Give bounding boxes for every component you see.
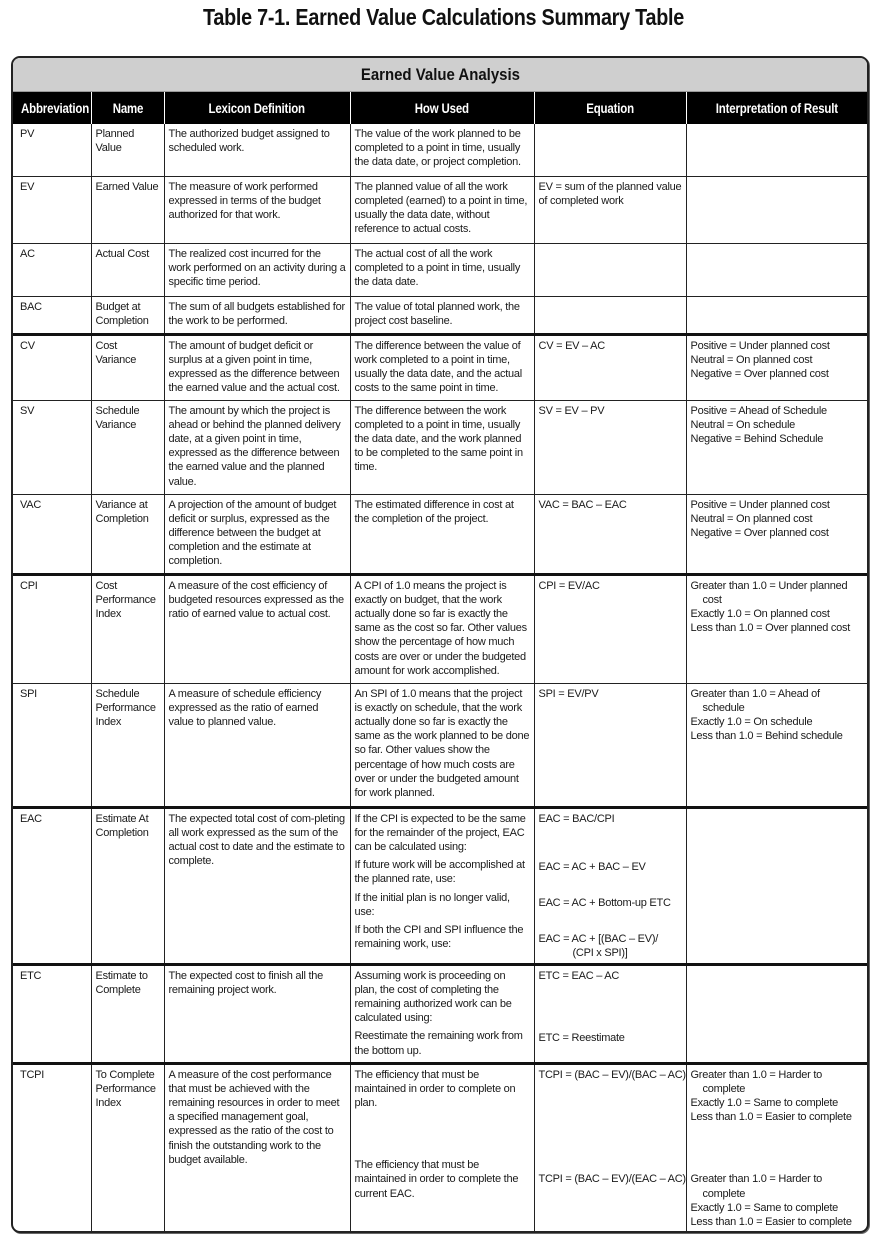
cell-interpretation (686, 176, 867, 243)
interpretation-line: Negative = Over planned cost (690, 367, 829, 380)
table-row-cpi (13, 574, 867, 683)
cell-definition: A measure of the cost efficiency of budgeted resources expressed as the ratio of earned value to actual cost. (164, 574, 350, 683)
interpretation-line: Greater than 1.0 = Harder to complete (690, 1173, 822, 1200)
table-row-vac (13, 494, 867, 574)
document-title: Table 7-1. Earned Value Calculations Summary Table (202, 4, 685, 30)
cell-interpretation (686, 296, 867, 334)
column-header-equation: Equation (534, 92, 686, 124)
interpretation-line: Less than 1.0 = Easier to complete (690, 1111, 852, 1124)
column-header-how-used: How Used (350, 92, 534, 124)
cell-definition: The expected total cost of com-pleting all work expressed as the sum of the actual cost to date and the estimate to complete. (164, 807, 350, 964)
how-used-case: If future work will be accomplished at the planned rate, use: (354, 859, 525, 886)
cell-how-used: The actual cost of all the work completed to a point in time, usually the data date. (350, 243, 534, 296)
cell-equation (534, 296, 686, 334)
cell-equation: CV = EV – AC (534, 334, 686, 400)
how-used-case: The efficiency that must be maintained in order to complete the current EAC. (354, 1159, 519, 1200)
cell-interpretation (686, 574, 867, 683)
interpretation-line: Greater than 1.0 = Ahead of schedule (690, 687, 820, 714)
column-header-lexicon-definition: Lexicon Definition (164, 92, 350, 124)
earned-value-table-frame (11, 56, 869, 1233)
cell-equation (534, 1063, 686, 1233)
cell-interpretation (686, 400, 867, 494)
interpretation-line: Less than 1.0 = Easier to complete (690, 1215, 852, 1228)
cell-how-used: The difference between the work completed to a point in time, usually the data date, and the work planned to be completed to the same point in time. (350, 400, 534, 494)
equation-line: TCPI = (BAC – EV)/(BAC – AC) (538, 1068, 686, 1081)
cell-abbreviation: EV (13, 176, 91, 243)
cell-abbreviation: CPI (13, 574, 91, 683)
table-row-eac (13, 807, 867, 964)
cell-name: Cost Performance Index (91, 574, 164, 683)
cell-abbreviation: ETC (13, 964, 91, 1063)
table-row-ac (13, 243, 867, 296)
interpretation-line: Positive = Under planned cost (690, 339, 830, 352)
equation-line: ETC = Reestimate (538, 1031, 625, 1044)
cell-equation (534, 807, 686, 964)
interpretation-line: Negative = Behind Schedule (690, 432, 824, 445)
equation-line: EAC = AC + BAC – EV (538, 860, 646, 873)
cell-how-used (350, 807, 534, 964)
table-row-tcpi (13, 1063, 867, 1233)
cell-name: Planned Value (91, 124, 164, 176)
cell-name: Estimate to Complete (91, 964, 164, 1063)
interpretation-line: Less than 1.0 = Over planned cost (690, 622, 851, 635)
how-used-case: The efficiency that must be maintained in order to complete on plan. (354, 1068, 516, 1109)
cell-equation (534, 243, 686, 296)
how-used-case: Reestimate the remaining work from the bottom up. (354, 1030, 523, 1057)
cell-abbreviation: AC (13, 243, 91, 296)
cell-equation (534, 964, 686, 1063)
cell-how-used (350, 964, 534, 1063)
cell-equation: SV = EV – PV (534, 400, 686, 494)
table-row-ev (13, 176, 867, 243)
table-band-header (13, 58, 867, 92)
cell-interpretation (686, 683, 867, 807)
cell-how-used: The estimated difference in cost at the completion of the project. (350, 494, 534, 574)
interpretation-line: Neutral = On planned cost (690, 512, 813, 525)
equation-line: EAC = BAC/CPI (538, 812, 615, 825)
interpretation-line: Greater than 1.0 = Under planned cost (690, 579, 848, 606)
cell-equation: EV = sum of the planned value of completed work (534, 176, 686, 243)
equation-line: EAC = AC + [(BAC – EV)/ (538, 933, 659, 946)
cell-name: Variance at Completion (91, 494, 164, 574)
interpretation-line: Less than 1.0 = Behind schedule (690, 730, 843, 743)
cell-how-used: A CPI of 1.0 means the project is exactly on budget, that the work actually done so far is exactly the same as the cost so far. Other values show the percentage of how much costs are over or under the budgeted amount for work accomplished. (350, 574, 534, 683)
cell-name: Estimate At Completion (91, 807, 164, 964)
table-row-spi (13, 683, 867, 807)
interpretation-line: Exactly 1.0 = On schedule (690, 715, 813, 728)
cell-definition: The expected cost to finish all the remaining project work. (164, 964, 350, 1063)
cell-abbreviation: BAC (13, 296, 91, 334)
table-row-bac (13, 296, 867, 334)
cell-name: Schedule Variance (91, 400, 164, 494)
table-row-etc (13, 964, 867, 1063)
cell-abbreviation: PV (20, 128, 35, 140)
cell-equation: SPI = EV/PV (534, 683, 686, 807)
equation-line: EAC = AC + Bottom-up ETC (538, 896, 671, 909)
cell-equation (534, 124, 686, 176)
cell-interpretation (686, 124, 867, 176)
cell-definition: The amount by which the project is ahead or behind the planned delivery date, at a given point in time, expressed as the difference between the earned value and the planned value. (164, 400, 350, 494)
cell-name: Earned Value (91, 176, 164, 243)
cell-name: Actual Cost (91, 243, 164, 296)
cell-name: Cost Variance (91, 334, 164, 400)
cell-name: Budget at Completion (91, 296, 164, 334)
interpretation-line: Exactly 1.0 = Same to complete (690, 1096, 838, 1109)
band-title: Earned Value Analysis (360, 64, 520, 84)
interpretation-line: Exactly 1.0 = Same to complete (690, 1201, 838, 1214)
cell-interpretation (686, 334, 867, 400)
cell-definition: The realized cost incurred for the work performed on an activity during a specific time period. (164, 243, 350, 296)
cell-definition: The sum of all budgets established for the work to be performed. (164, 296, 350, 334)
table-row-cv (13, 334, 867, 400)
cell-how-used (350, 1063, 534, 1233)
interpretation-line: Negative = Over planned cost (690, 526, 829, 539)
column-header-abbreviation: Abbreviation (13, 92, 91, 124)
cell-interpretation (686, 807, 867, 964)
cell-equation: VAC = BAC – EAC (534, 494, 686, 574)
interpretation-line: Positive = Under planned cost (690, 498, 830, 511)
cell-definition: A measure of schedule efficiency expressed as the ratio of earned value to planned value. (164, 683, 350, 807)
cell-abbreviation: VAC (13, 494, 91, 574)
cell-how-used: An SPI of 1.0 means that the project is exactly on schedule, that the work actually done so far is exactly the same as the work planned to be done so far. Other values show the percentage of how much costs are over or under the budgeted amount for work planned. (350, 683, 534, 807)
table-row-pv (13, 124, 867, 176)
earned-value-table (13, 92, 867, 1233)
cell-abbreviation: TCPI (13, 1063, 91, 1233)
interpretation-line: Positive = Ahead of Schedule (690, 404, 827, 417)
column-header-row (13, 92, 867, 124)
cell-equation: CPI = EV/AC (534, 574, 686, 683)
cell-interpretation (686, 494, 867, 574)
column-header-interpretation: Interpretation of Result (686, 92, 867, 124)
cell-definition: A projection of the amount of budget deficit or surplus, expressed as the difference between the budget at completion and the estimate at completion. (164, 494, 350, 574)
cell-interpretation (686, 1063, 867, 1233)
cell-how-used: The value of total planned work, the project cost baseline. (350, 296, 534, 334)
cell-how-used: The difference between the value of work completed to a point in time, usually the data date, and the actual costs to the same point in time. (350, 334, 534, 400)
cell-definition: The authorized budget assigned to scheduled work. (164, 124, 350, 176)
interpretation-line: Neutral = On schedule (690, 418, 796, 431)
equation-line: ETC = EAC – AC (538, 969, 620, 982)
cell-definition: A measure of the cost performance that must be achieved with the remaining resources in order to meet a specified management goal, expressed as the ratio of the cost to finish the outstanding work to the budget available. (164, 1063, 350, 1233)
cell-abbreviation: EAC (13, 807, 91, 964)
cell-how-used: The value of the work planned to be completed to a point in time, usually the data date, or project completion. (350, 124, 534, 176)
cell-definition: The measure of work performed expressed in terms of the budget authorized for that work. (164, 176, 350, 243)
interpretation-line: Greater than 1.0 = Harder to complete (690, 1068, 822, 1095)
table-row-sv (13, 400, 867, 494)
equation-line: TCPI = (BAC – EV)/(EAC – AC) (538, 1172, 686, 1185)
cell-name: Schedule Performance Index (91, 683, 164, 807)
cell-abbreviation: CV (13, 334, 91, 400)
how-used-case: If the initial plan is no longer valid, use: (354, 891, 510, 918)
equation-line-continued: (CPI x SPI)] (572, 947, 628, 960)
interpretation-line: Exactly 1.0 = On planned cost (690, 607, 830, 620)
how-used-case: Assuming work is proceeding on plan, the cost of completing the remaining authorized work can be calculated using: (354, 969, 512, 1025)
cell-interpretation (686, 243, 867, 296)
cell-definition: The amount of budget deficit or surplus at a given point in time, expressed as the difference between the earned value and the actual cost. (164, 334, 350, 400)
interpretation-line: Neutral = On planned cost (690, 353, 813, 366)
cell-abbreviation: SPI (13, 683, 91, 807)
cell-name: To Complete Performance Index (91, 1063, 164, 1233)
how-used-case: If the CPI is expected to be the same for the remainder of the project, EAC can be calculated using: (354, 812, 526, 853)
how-used-case: If both the CPI and SPI influence the remaining work, use: (354, 923, 524, 951)
column-header-name: Name (91, 92, 164, 124)
cell-abbreviation: SV (13, 400, 91, 494)
cell-how-used: The planned value of all the work completed (earned) to a point in time, usually the data date, without reference to actual costs. (350, 176, 534, 243)
cell-interpretation (686, 964, 867, 1063)
